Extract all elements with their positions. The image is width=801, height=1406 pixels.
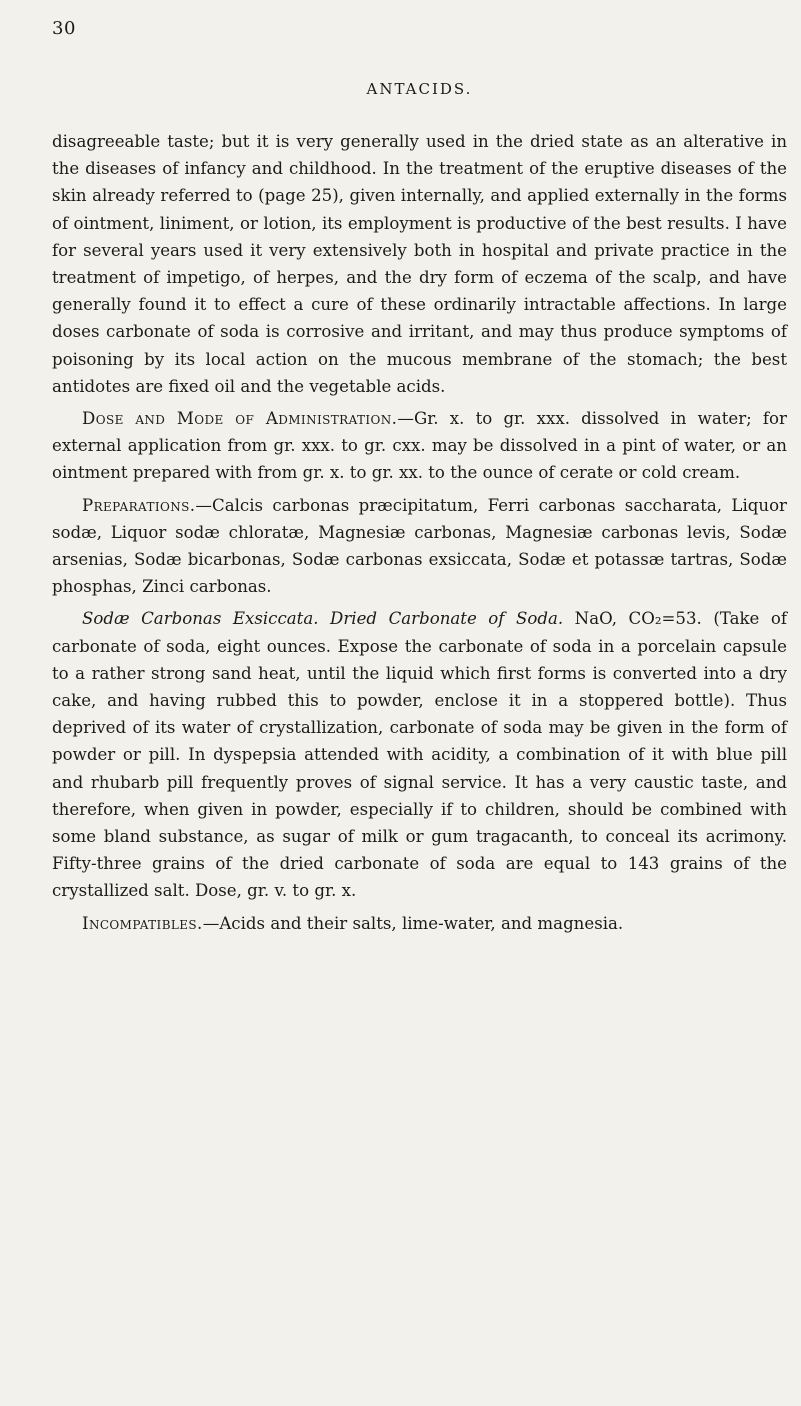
exsiccata-title: Sodæ Carbonas Exsiccata. bbox=[82, 609, 319, 629]
exsiccata-subtitle: Dried Carbonate of Soda. bbox=[330, 609, 564, 629]
exsiccata-paragraph bbox=[52, 605, 787, 904]
continuation-paragraph: disagreeable taste; but it is very generally used in the dried state as an alterative in the diseases of infancy and childhood. In the treatment of the eruptive diseases of the skin already referred to (page 25), given internally, and applied externally in the forms of ointment, liniment, or lotion, its employment is productive of the best results. I have for several years used it very extensively both in hospital and private practice in the treatment of impetigo, of herpes, and the dry form of eczema of the scalp, and have generally found it to effect a cure of these ordinarily intractable affections. In large doses carbonate of soda is corrosive and irritant, and may thus produce symptoms of poisoning by its local action on the mucous membrane of the stomach; the best antidotes are fixed oil and the vegetable acids. bbox=[52, 132, 787, 396]
page-body bbox=[52, 128, 787, 937]
exsiccata-text: NaO, CO₂=53. (Take of carbonate of soda, eight ounces. Expose the carbonate of soda in a porcelain capsule to a rather strong sand heat, until the liquid which first forms is converted into a dry cake, and having rubbed this to powder, enclose it in a stoppered bottle). Thus deprived of its water of crystallization, carbonate of soda may be given in the form of powder or pill. In dyspepsia attended with acidity, a combination of it with blue pill and rhubarb pill frequently proves of signal service. It has a very caustic taste, and therefore, when given in powder, especially if to children, should be combined with some bland substance, as sugar of milk or gum tragacanth, to conceal its acrimony. Fifty-three grains of the dried carbonate of soda are equal to 143 grains of the crystallized salt. Dose, gr. v. to gr. x. bbox=[52, 609, 788, 901]
preparations-text: —Calcis carbonas præcipitatum, Ferri carbonas saccharata, Liquor sodæ, Liquor sodæ chloratæ, Magnesiæ carbonas, Magnesiæ carbonas levis, Sodæ arsenias, Sodæ bicarbonas, Sodæ carbonas exsiccata, Sodæ et potassæ tartras, Sodæ phosphas, Zinci carbonas. bbox=[52, 495, 787, 597]
page-number: 30 bbox=[52, 18, 76, 39]
incompatibles-heading: Incompatibles. bbox=[82, 913, 203, 933]
preparations-heading: Preparations. bbox=[82, 495, 196, 515]
running-head: ANTACIDS. bbox=[366, 80, 473, 98]
incompatibles-paragraph bbox=[52, 910, 787, 937]
preparations-paragraph bbox=[52, 492, 787, 601]
dose-paragraph bbox=[52, 405, 787, 487]
dose-text: —Gr. x. to gr. xxx. dissolved in water; for external application from gr. xxx. to gr. cxx. may be dissolved in a pint of water, or an ointment prepared with from gr. x. to gr. xx. to the ounce of cerate or cold cream. bbox=[52, 409, 787, 483]
dose-heading: Dose and Mode of Administration. bbox=[82, 409, 398, 429]
incompatibles-text: —Acids and their salts, lime-water, and magnesia. bbox=[202, 913, 624, 933]
book-page bbox=[52, 18, 787, 1388]
